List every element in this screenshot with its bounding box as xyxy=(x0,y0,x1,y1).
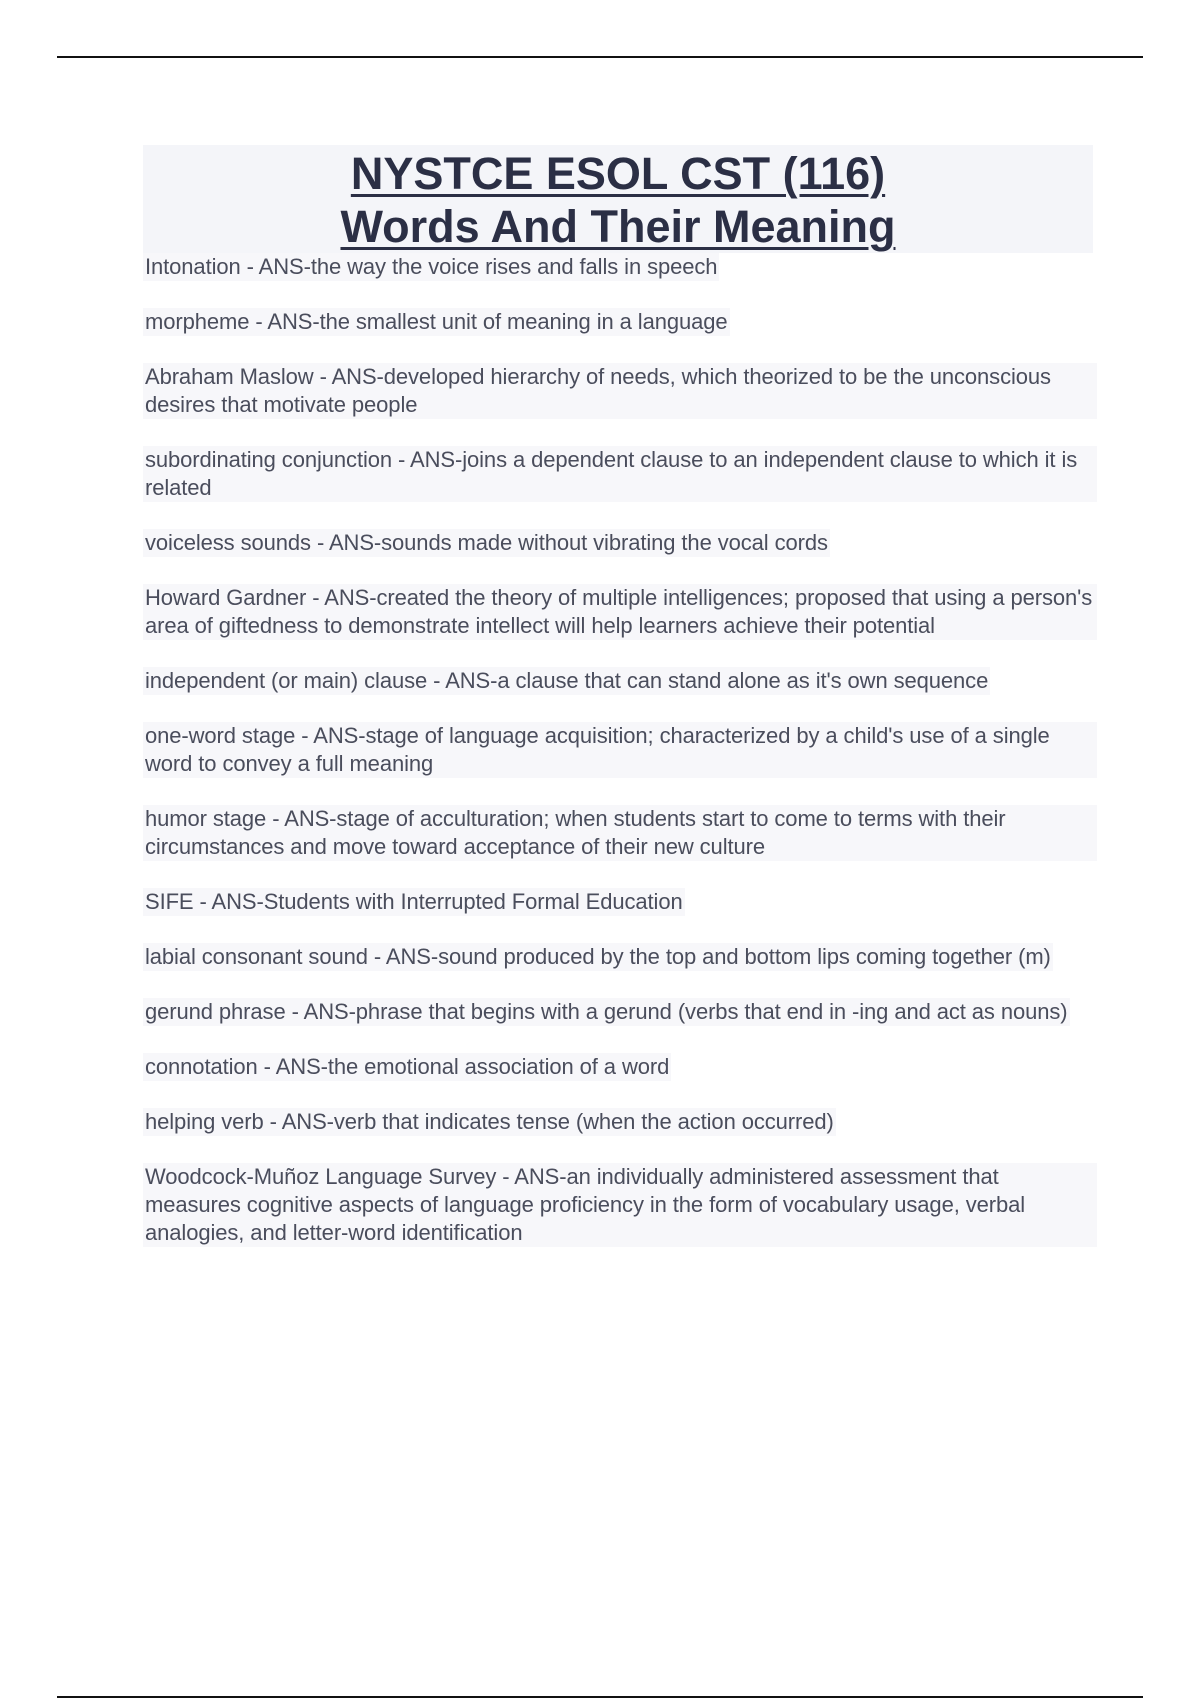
entry-separator: - ANS- xyxy=(263,1109,334,1134)
entry-separator: - ANS- xyxy=(306,585,377,610)
entry-definition: developed hierarchy of needs, which theorized to be the unconscious desires that motivate people xyxy=(145,364,1051,417)
entry-term: Howard Gardner xyxy=(145,585,307,610)
entry-separator: - ANS- xyxy=(249,309,320,334)
entry-definition: verb that indicates tense (when the action occurred) xyxy=(333,1109,834,1134)
entry-definition: an individually administered assessment that measures cognitive aspects of language proficiency in the form of vocabulary usage, verbal analogies, and letter-word identification xyxy=(145,1164,1026,1245)
entry-separator: - ANS- xyxy=(313,364,384,389)
entry-separator: - ANS- xyxy=(392,447,463,472)
entry xyxy=(143,584,1097,640)
entry xyxy=(143,363,1097,419)
entry-term: Woodcock-Muñoz Language Survey xyxy=(145,1164,497,1189)
entry-separator: - ANS- xyxy=(285,999,356,1024)
entry-definition: stage of acculturation; when students start to come to terms with their circumstances and move toward acceptance of their new culture xyxy=(145,806,1006,859)
entry-definition: stage of language acquisition; characterized by a child's use of a single word to convey a full meaning xyxy=(145,723,1050,776)
entry xyxy=(143,998,1070,1026)
entry-definition: phrase that begins with a gerund (verbs that end in -ing and act as nouns) xyxy=(355,999,1068,1024)
entry xyxy=(143,805,1097,861)
entry-definition: created the theory of multiple intelligences; proposed that using a person's area of giftedness to demonstrate intellect will help learners achieve their potential xyxy=(145,585,1093,638)
document-title xyxy=(143,145,1093,253)
entry-term: helping verb xyxy=(145,1109,264,1134)
entry-list xyxy=(143,253,1093,1247)
entry-term: humor stage xyxy=(145,806,267,831)
entry-separator: - ANS- xyxy=(496,1164,567,1189)
entry xyxy=(143,529,830,557)
entry xyxy=(143,667,990,695)
entry-separator: - ANS- xyxy=(310,530,382,555)
entry-definition: a clause that can stand alone as it's own sequence xyxy=(497,668,989,693)
entry-definition: Students with Interrupted Formal Education xyxy=(263,889,683,914)
entry-separator: - ANS- xyxy=(295,723,366,748)
entry-term: SIFE xyxy=(145,889,194,914)
entry-term: independent (or main) clause xyxy=(145,668,428,693)
entry xyxy=(143,943,1053,971)
entry xyxy=(143,446,1097,502)
bottom-rule xyxy=(57,1696,1143,1698)
entry-term: connotation xyxy=(145,1054,258,1079)
entry xyxy=(143,253,719,281)
entry-term: Abraham Maslow xyxy=(145,364,314,389)
entry-term: labial consonant sound xyxy=(145,944,368,969)
entry xyxy=(143,1108,836,1136)
entry-definition: sound produced by the top and bottom lips coming together (m) xyxy=(438,944,1051,969)
entry-definition: the emotional association of a word xyxy=(327,1054,670,1079)
entry xyxy=(143,1163,1097,1247)
entry-separator: - ANS- xyxy=(266,806,337,831)
entry xyxy=(143,722,1097,778)
entry-separator: - ANS- xyxy=(367,944,439,969)
entry-separator: - ANS- xyxy=(427,668,498,693)
entry xyxy=(143,308,730,336)
entry-term: one-word stage xyxy=(145,723,296,748)
title-line-2: Words And Their Meaning xyxy=(340,201,896,252)
entry-term: Intonation xyxy=(145,254,241,279)
entry xyxy=(143,888,685,916)
entry-separator: - ANS- xyxy=(193,889,264,914)
entry-term: gerund phrase xyxy=(145,999,286,1024)
top-rule xyxy=(57,56,1143,58)
entry xyxy=(143,1053,671,1081)
entry-definition: the smallest unit of meaning in a language xyxy=(319,309,728,334)
entry-separator: - ANS- xyxy=(240,254,311,279)
entry-separator: - ANS- xyxy=(257,1054,328,1079)
entry-definition: joins a dependent clause to an independent clause to which it is related xyxy=(145,447,1078,500)
title-line-1: NYSTCE ESOL CST (116) xyxy=(350,148,886,199)
entry-term: subordinating conjunction xyxy=(145,447,393,472)
entry-term: morpheme xyxy=(145,309,250,334)
entry-definition: sounds made without vibrating the vocal cords xyxy=(381,530,828,555)
document-body xyxy=(143,145,1093,1274)
entry-term: voiceless sounds xyxy=(145,530,311,555)
entry-definition: the way the voice rises and falls in speech xyxy=(310,254,718,279)
